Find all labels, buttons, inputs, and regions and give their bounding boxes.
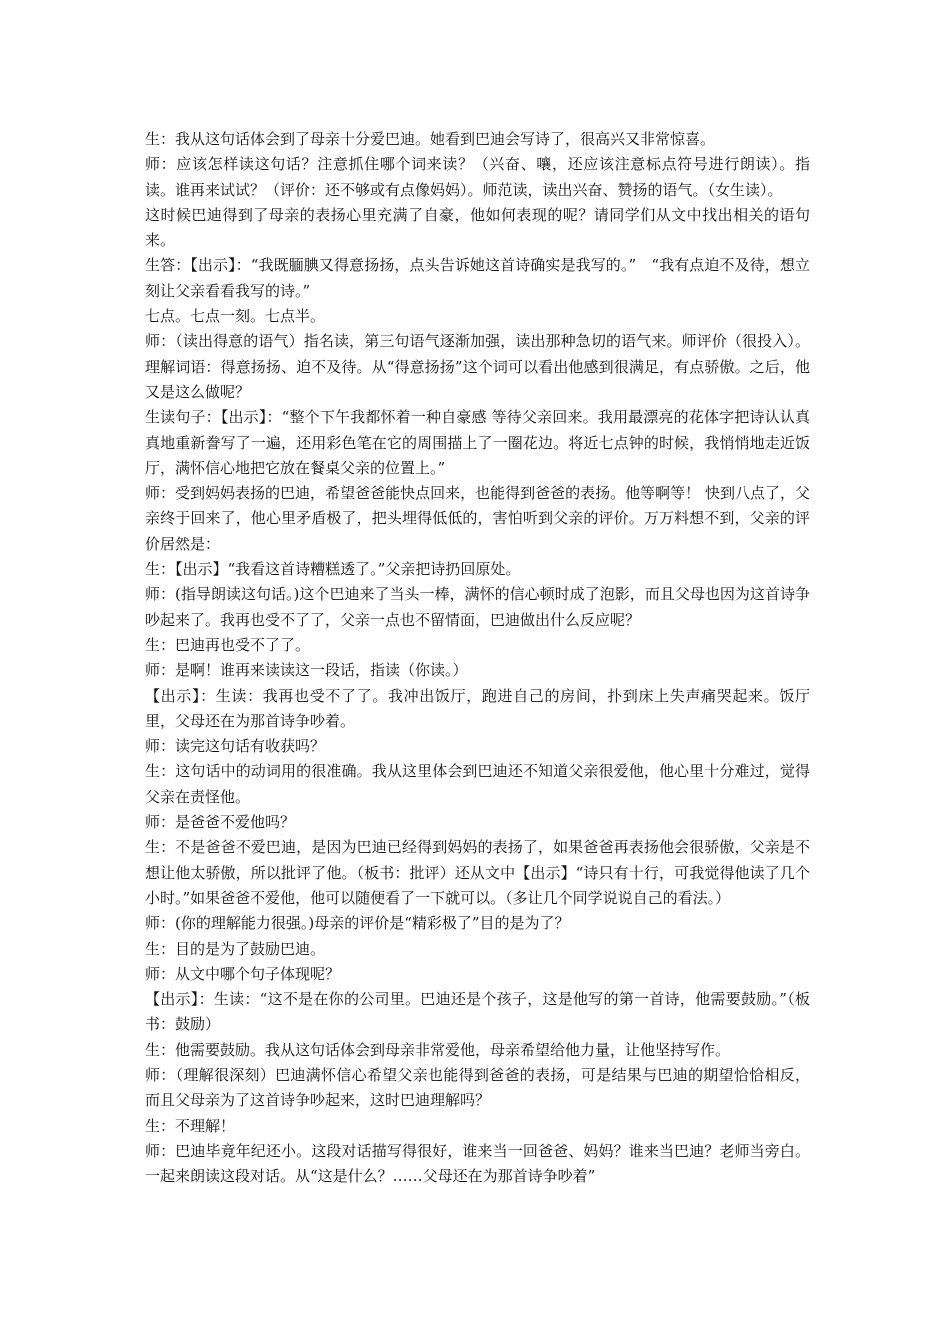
paragraph: 生：这句话中的动词用的很准确。我从这里体会到巴迪还不知道父亲很爱他，他心里十分难过，觉得父亲在责怪他。 [145,762,810,806]
paragraph: 生：目的是为了鼓励巴迪。 [145,939,326,958]
paragraph: 师：是爸爸不爱他吗？ [145,813,296,832]
document-body [145,127,810,1189]
paragraph: 师：(你的理解能力很强。)母亲的评价是“精彩极了”目的是为了？ [145,914,570,933]
paragraph: 生：不理解！ [145,1116,236,1135]
paragraph: 生：我从这句话体会到了母亲十分爱巴迪。她看到巴迪会写诗了，很高兴又非常惊喜。 [145,130,716,148]
paragraph: 师：应该怎样读这句话？注意抓住哪个词来读？（兴奋、嚷，还应该注意标点符号进行朗读）。指读。谁再来试试？（评价：还不够或有点像妈妈）。师范读，读出兴奋、赞扬的语气。（女生读）。 [145,155,810,199]
paragraph: 师：从文中哪个句子体现呢？ [145,964,341,983]
paragraph: 【出示】：生读：我再也受不了了。我冲出饭厅，跑进自己的房间，扑到床上失声痛哭起来。饭厅里，父母还在为那首诗争吵着。 [145,686,810,730]
paragraph: 师：受到妈妈表扬的巴迪，希望爸爸能快点回来，也能得到爸爸的表扬。他等啊等！ 快到八点了，父亲终于回来了，他心里矛盾极了，把头埋得低低的，害怕听到父亲的评价。万万料想不到，父亲的评价居然是： [145,484,810,553]
paragraph: 师：（读出得意的语气）指名读，第三句语气逐渐加强，读出那种急切的语气来。师评价（很投入）。理解词语：得意扬扬、迫不及待。从“得意扬扬”这个词可以看出他感到很满足，有点骄傲。之后，他又是这么做呢？ [145,332,810,401]
paragraph: 生：不是爸爸不爱巴迪，是因为巴迪已经得到妈妈的表扬了，如果爸爸再表扬他会很骄傲，父亲是不想让他太骄傲，所以批评了他。（板书：批评）还从文中【出示】“诗只有十行，可我觉得他读了几个小时。”如果爸爸不爱他，他可以随便看了一下就可以。（多让几个同学说说自己的看法。） [145,838,810,907]
paragraph: 师：(指导朗读这句话。)这个巴迪来了当头一棒，满怀的信心顿时成了泡影，而且父母也因为这首诗争吵起来了。我再也受不了了，父亲一点也不留情面，巴迪做出什么反应呢？ [145,585,810,629]
paragraph: 生：他需要鼓励。我从这句话体会到母亲非常爱他，母亲希望给他力量，让他坚持写作。 [145,1040,731,1059]
paragraph: 师：（理解很深刻）巴迪满怀信心希望父亲也能得到爸爸的表扬，可是结果与巴迪的期望恰恰相反，而且父母亲为了这首诗争吵起来，这时巴迪理解吗？ [145,1065,810,1110]
paragraph: 生答：【出示】：“我既腼腆又得意扬扬，点头告诉她这首诗确实是我写的。” “我有点迫不及待，想立刻让父亲看看我写的诗。” [145,256,810,300]
paragraph: 生读句子：【出示】：“整个下午我都怀着一种自豪感 等待父亲回来。我用最漂亮的花体字把诗认认真真地重新誊写了一遍，还用彩色笔在它的周围描上了一圈花边。将近七点钟的时候，我悄悄地走近饭厅，满怀信心地把它放在餐桌父亲的位置上。” [145,408,810,477]
paragraph: 生：巴迪再也受不了了。 [145,635,311,654]
paragraph: 这时候巴迪得到了母亲的表扬心里充满了自豪，他如何表现的呢？请同学们从文中找出相关的语句来。 [145,205,810,250]
paragraph: 师：巴迪毕竟年纪还小。这段对话描写得很好，谁来当一回爸爸、妈妈？谁来当巴迪？老师当旁白。一起来朗读这段对话。从“这是什么？……父母还在为那首诗争吵着” [145,1141,810,1186]
paragraph: 【出示】：生读：“这不是在你的公司里。巴迪还是个孩子，这是他写的第一首诗，他需要鼓励。”（板书：鼓励） [145,990,810,1034]
paragraph: 师：读完这句话有收获吗？ [145,737,326,756]
paragraph: 生：【出示】“我看这首诗糟糕透了。”父亲把诗扔回原处。 [145,560,521,579]
paragraph: 师：是啊！谁再来读读这一段话，指读（你读。） [145,661,468,680]
paragraph: 七点。七点一刻。七点半。 [145,307,326,326]
